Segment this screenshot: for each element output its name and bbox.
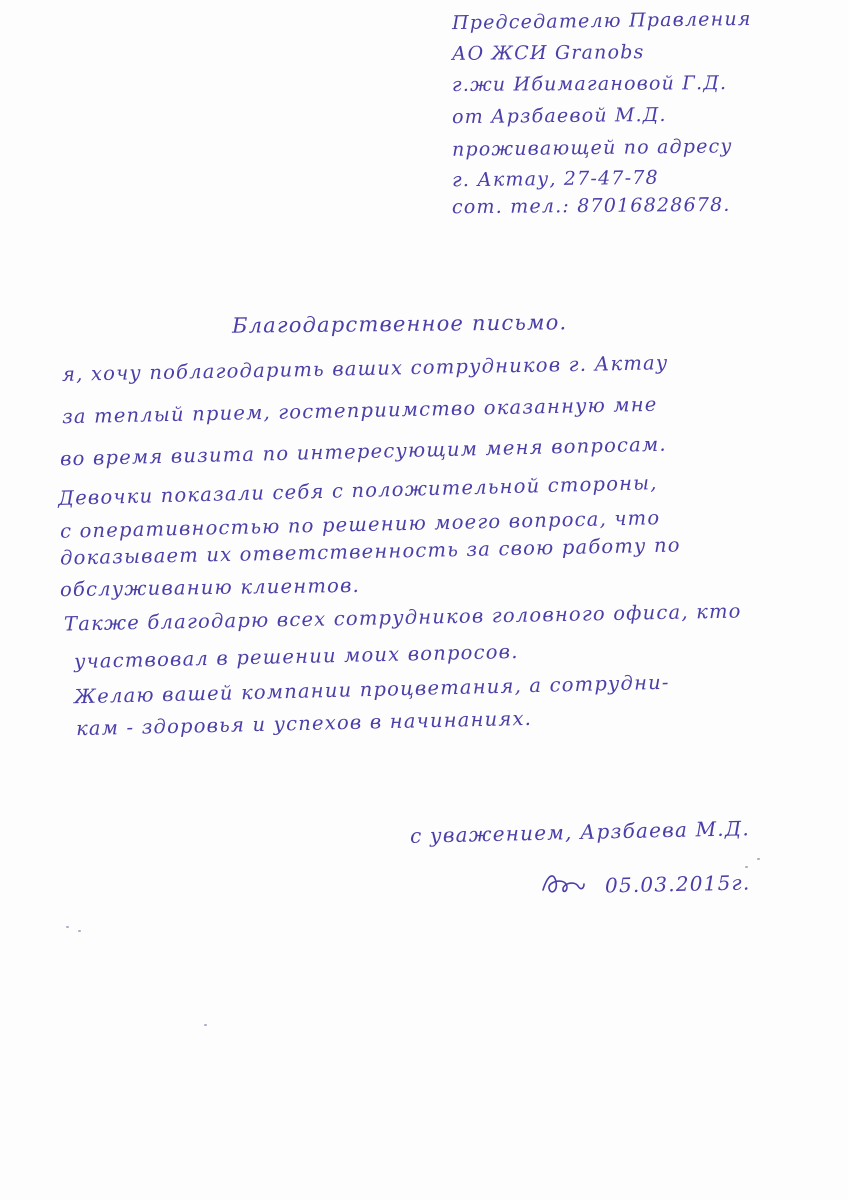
addressee-line: АО ЖСИ Granobs [451, 41, 645, 65]
body-line: Девочки показали себя с положительной стороны, [57, 471, 658, 510]
body-line: я, хочу поблагодарить ваших сотрудников г. Актау [61, 351, 669, 386]
scan-speck [78, 930, 81, 932]
sender-phone-line: сот. тел.: 87016828678. [451, 193, 731, 219]
body-line: во время визита по интересующим меня вопросам. [59, 432, 668, 471]
scan-speck [66, 926, 69, 928]
regards-line: с уважением, Арзбаева М.Д. [409, 816, 751, 848]
addressee-line: Председателю Правления [451, 7, 752, 35]
body-line: за теплый прием, гостеприимство оказанную мне [61, 392, 658, 429]
scan-speck [757, 858, 760, 860]
scan-speck [745, 866, 748, 868]
sender-address-line: г. Актау, 27-47-78 [451, 166, 659, 192]
body-line: Также благодарю всех сотрудников головного офиса, кто [63, 599, 742, 636]
date-line: 05.03.2015г. [604, 870, 751, 898]
signature-block [410, 810, 830, 900]
body-line: с оперативностью по решению моего вопроса, что [59, 506, 661, 543]
scan-speck [204, 1024, 207, 1026]
letter-title: Благодарственное письмо. [231, 310, 568, 338]
body-line: кам - здоровья и успехов в начинаниях. [75, 706, 533, 741]
sender-line: от Арзбаевой М.Д. [451, 103, 667, 129]
body-line: участвовал в решении моих вопросов. [73, 639, 519, 674]
body-line: обслуживанию клиентов. [59, 573, 361, 602]
body-line: Желаю вашей компании процветания, а сотрудни- [73, 670, 670, 709]
handwritten-signature-icon [540, 868, 586, 898]
addressee-line: г.жи Ибимагановой Г.Д. [451, 72, 728, 96]
body-line: доказывает их ответственность за свою работу по [59, 533, 681, 570]
sender-address-line: проживающей по адресу [451, 135, 733, 161]
